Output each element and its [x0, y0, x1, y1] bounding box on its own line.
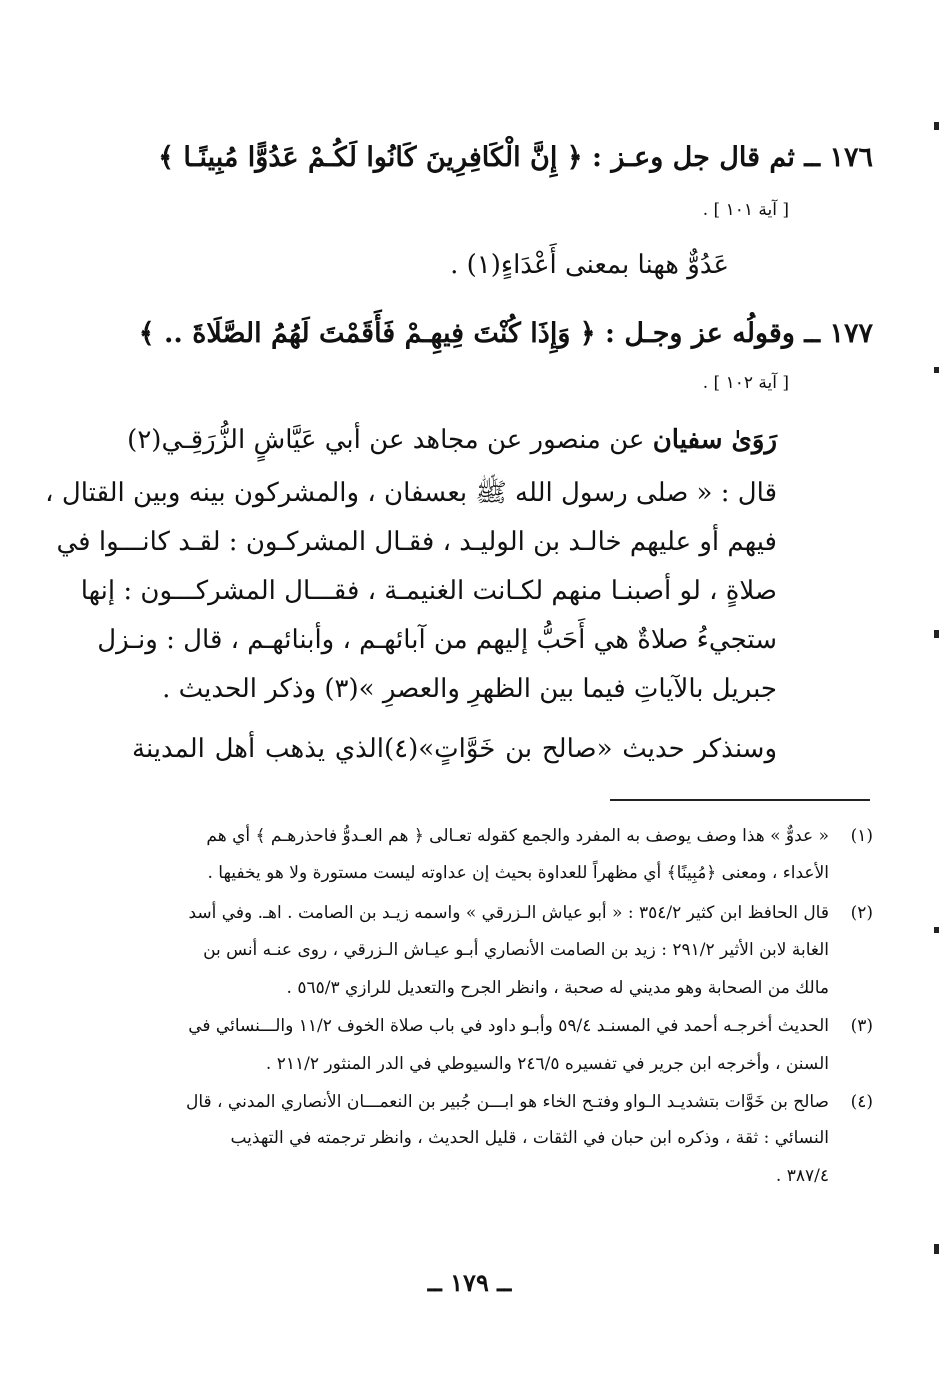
body-line: وسنذكر حديث «صالح بن خَوَّاتٍ»(٤)الذي يذهب أهل المدينة	[132, 734, 778, 764]
body-line: جبريل بالآياتِ فيما بين الظهرِ والعصرِ »(٣) وذكر الحديث .	[162, 674, 777, 704]
verse-reference: [ آية ١٠٢ ] .	[702, 373, 789, 393]
narrator-name: رَوَىٰ سفيان	[652, 425, 777, 455]
footnote-text: مالك من الصحابة وهو مديني له صحبة ، وانظر الجرح والتعديل للرازي ٥٦٥/٣ .	[286, 978, 829, 998]
body-line: ستجيءُ صلاةٌ هي أَحَبُّ إليهم من آبائهـم ، وأبنائهـم ، قال : ونـزل	[97, 625, 777, 655]
scan-edge-mark	[934, 1244, 939, 1254]
verse-line-177: ١٧٧ ــ وقولُه عز وجـل : ﴿ وَإِذَا كُنْتَ فِيهِـمْ فَأَقَمْتَ لَهُمُ الصَّلَاةَ .. ﴾	[138, 318, 873, 349]
footnote-text: الغابة لابن الأثير ٢٩١/٢ : زيد بن الصامت الأنصاري أبـو عيـاش الـزرقي ، روى عنـه أنس بن	[203, 940, 829, 960]
footnote-text: ٣٨٧/٤ .	[775, 1166, 829, 1186]
footnote-number: (٢)	[850, 903, 873, 923]
footnote-text: الحديث أخرجـه أحمد في المسنـد ٥٩/٤ وأبـو داود في باب صلاة الخوف ١١/٢ والـــنسائي في	[188, 1016, 829, 1036]
body-line: فيهم أو عليهم خالـد بن الوليـد ، فقـال المشركـون : لقـد كانـــوا في	[56, 527, 777, 557]
page-number: ــ ١٧٩ ــ	[427, 1268, 512, 1297]
body-line	[122, 425, 777, 456]
body-line: قال : « صلى رسول الله ﷺ بعسفان ، والمشركون بينه وبين القتال ،	[45, 478, 777, 508]
verse-line-176: ١٧٦ ــ ثم قال جل وعـز : ﴿ إِنَّ الْكَافِرِينَ كَانُوا لَكُـمْ عَدُوًّا مُبِينًـا ﴾	[158, 142, 873, 173]
verse-reference: [ آية ١٠١ ] .	[702, 200, 789, 220]
footnote-text: « عدوٌّ » هذا وصف يوصف به المفرد والجمع كقوله تعـالى ﴿ هم العـدوُّ فاحذرهـم ﴾ أي هم	[206, 826, 829, 846]
body-line-text: عن منصور عن مجاهد عن أبي عَيَّاشٍ الزُّرَقِـي(٢)	[127, 425, 653, 455]
footnote-text: قال الحافظ ابن كثير ٣٥٤/٢ : « أبو عياش الـزرقي » واسمه زيـد بن الصامت . اهـ. وفي أسد	[188, 903, 829, 923]
footnote-text: صالح بن خَوَّات بتشديـد الـواو وفتـح الخاء هو ابـــن جُبير بن النعمـــان الأنصاري المدني ، قال	[185, 1092, 829, 1112]
footnote-number: (٣)	[850, 1016, 873, 1036]
footnote-2	[128, 903, 873, 924]
scan-edge-mark	[934, 927, 939, 933]
footnote-text: النسائي : ثقة ، وذكره ابن حبان في الثقات ، قليل الحديث ، وانظر ترجمته في التهذيب	[230, 1128, 829, 1148]
footnote-number: (٤)	[850, 1092, 873, 1112]
body-line: عَدُوٌّ ههنا بمعنى أَعْدَاءٍ(١) .	[450, 250, 729, 280]
scan-edge-mark	[934, 367, 939, 373]
footnote-3	[128, 1016, 873, 1037]
footnote-number: (١)	[850, 826, 873, 846]
footnote-text: السنن ، وأخرجه ابن جرير في تفسيره ٢٤٦/٥ والسيوطي في الدر المنثور ٢١١/٢ .	[265, 1054, 829, 1074]
scan-edge-mark	[934, 630, 939, 638]
scan-edge-mark	[934, 122, 939, 130]
footnote-4	[128, 1092, 873, 1113]
body-line: صلاةٍ ، لو أصبنـا منهم لكـانت الغنيمـة ، فقـــال المشركـــون : إنها	[80, 576, 777, 606]
footnote-1	[128, 826, 873, 847]
footnote-text: الأعداء ، ومعنى ﴿مُبِينًا﴾ أي مظهراً للعداوة بحيث إن عداوته ليست مستورة ولا هو يخفيها .	[207, 863, 829, 883]
footnote-divider	[610, 799, 870, 801]
